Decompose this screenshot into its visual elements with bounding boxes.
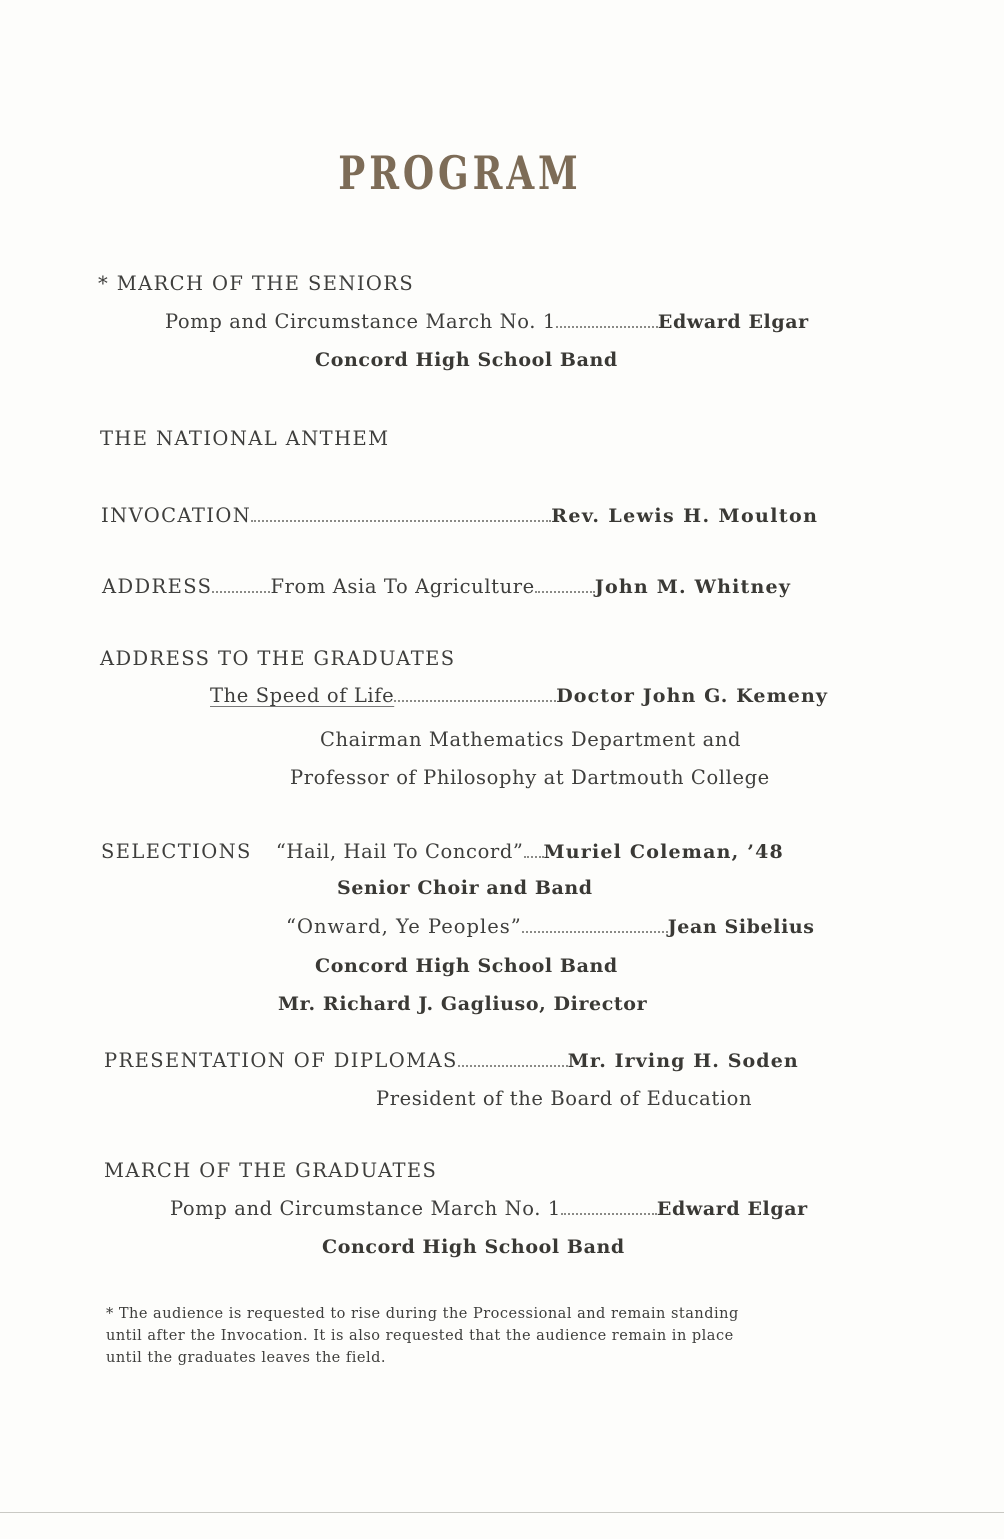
- address-topic: From Asia To Agriculture: [270, 575, 535, 598]
- march-graduates-piece: Pomp and Circumstance March No. 1: [170, 1197, 561, 1220]
- march-seniors-heading: * MARCH OF THE SENIORS: [98, 272, 415, 295]
- address-graduates-person: Doctor John G. Kemeny: [556, 685, 829, 707]
- selections-performer1: Senior Choir and Band: [337, 877, 593, 899]
- selections-director: Mr. Richard J. Gagliuso, Director: [278, 993, 648, 1015]
- selections-song1: “Hail, Hail To Concord”: [275, 840, 524, 863]
- address-graduates-heading: ADDRESS TO THE GRADUATES: [100, 647, 456, 670]
- diplomas-person: Mr. Irving H. Soden: [567, 1050, 799, 1072]
- leader-dots: [535, 590, 595, 593]
- footnote: [106, 1303, 739, 1369]
- march-graduates-line: [170, 1197, 808, 1220]
- selections-line: [101, 840, 784, 863]
- program-title: PROGRAM: [338, 146, 582, 200]
- leader-dots: [561, 1212, 657, 1215]
- march-graduates-composer: Edward Elgar: [656, 1198, 808, 1220]
- leader-dots: [458, 1064, 568, 1067]
- page-edge-divider: [0, 1512, 1004, 1513]
- march-seniors-performer: Concord High School Band: [315, 349, 618, 371]
- footnote-line1: * The audience is requested to rise during the Processional and remain standing: [106, 1306, 739, 1322]
- footnote-line2: until after the Invocation. It is also requested that the audience remain in place: [106, 1328, 734, 1344]
- anthem-heading: THE NATIONAL ANTHEM: [100, 427, 390, 450]
- leader-dots: [394, 699, 556, 702]
- invocation-line: [101, 504, 818, 527]
- address-graduates-topic: The Speed of Life: [210, 684, 395, 707]
- footnote-line3: until the graduates leaves the field.: [106, 1350, 386, 1366]
- selections-composer1: Muriel Coleman, ’48: [543, 841, 784, 863]
- address-graduates-line: [210, 684, 828, 707]
- diplomas-heading: PRESENTATION OF DIPLOMAS: [104, 1049, 458, 1072]
- selections-song2: “Onward, Ye Peoples”: [286, 915, 522, 938]
- address-person: John M. Whitney: [594, 576, 792, 598]
- march-graduates-heading: MARCH OF THE GRADUATES: [104, 1159, 438, 1182]
- selections-performer2: Concord High School Band: [315, 955, 618, 977]
- selections-song2-line: [286, 915, 815, 938]
- leader-dots: [522, 930, 668, 933]
- leader-dots: [251, 519, 551, 522]
- march-seniors-piece: Pomp and Circumstance March No. 1: [165, 310, 556, 333]
- diplomas-role: President of the Board of Education: [376, 1087, 753, 1110]
- address-heading: ADDRESS: [102, 575, 213, 598]
- march-seniors-line: [165, 310, 809, 333]
- leader-dots: [556, 325, 658, 328]
- selections-composer2: Jean Sibelius: [667, 916, 815, 938]
- march-graduates-performer: Concord High School Band: [322, 1236, 625, 1258]
- leader-dots: [212, 590, 270, 593]
- march-seniors-composer: Edward Elgar: [657, 311, 809, 333]
- diplomas-line: [104, 1049, 799, 1072]
- invocation-person: Rev. Lewis H. Moulton: [551, 505, 819, 527]
- address-line: [102, 575, 791, 598]
- address-graduates-role-line2: Professor of Philosophy at Dartmouth College: [290, 766, 770, 789]
- selections-heading: SELECTIONS: [101, 840, 252, 863]
- leader-dots: [524, 855, 544, 858]
- invocation-heading: INVOCATION: [101, 504, 252, 527]
- address-graduates-role-line1: Chairman Mathematics Department and: [320, 728, 742, 751]
